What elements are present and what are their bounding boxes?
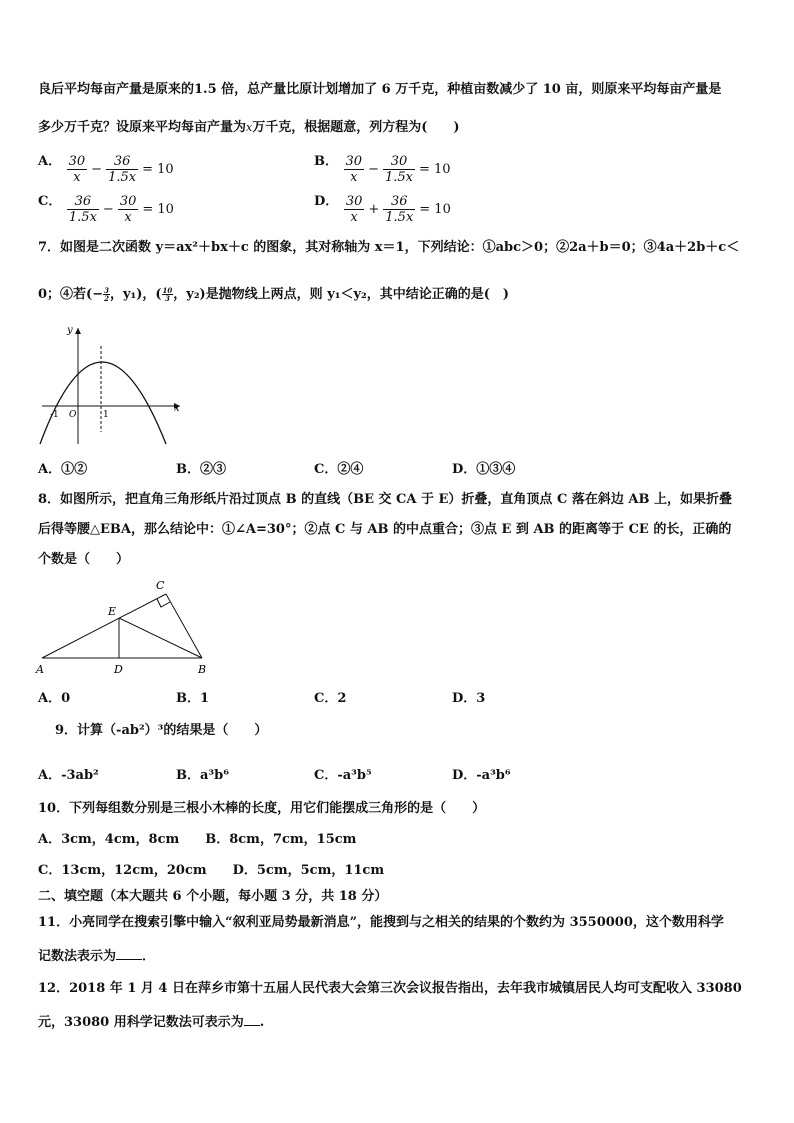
q6-variable: x (246, 121, 253, 134)
q8-option-d[interactable]: D．3 (452, 691, 486, 706)
q6-option-a[interactable]: A． $\frac{30}{x}$ − $\frac{36}{1.5x}$ = 10 (38, 154, 174, 185)
option-label: B． (314, 154, 338, 169)
q7-option-c[interactable]: C．②④ (314, 462, 364, 477)
q6-line1: 良后平均每亩产量是原来的1.5 倍，总产量比原计划增加了 6 万千克，种植亩数减少了 10 亩，则原来平均每亩产量是 (38, 82, 722, 97)
q10-options-row2[interactable]: C．13cm，12cm，20cm D．5cm，5cm，11cm (38, 863, 385, 878)
q7-option-d[interactable]: D．①③④ (452, 462, 516, 477)
right-angle-mark (157, 599, 170, 607)
segment-cb (166, 594, 202, 658)
q6-option-b[interactable]: B． $\frac{30}{x}$ − $\frac{30}{1.5x}$ = 10 (314, 154, 451, 185)
origin-label: O (69, 410, 77, 420)
section-heading: 二、填空题（本大题共 6 个小题，每小题 3 分，共 18 分） (38, 889, 388, 904)
q10-stem: 10．下列每组数分别是三根小木棒的长度，用它们能摆成三角形的是（ ） (38, 801, 486, 816)
q9-option-b[interactable]: B．a³b⁶ (176, 768, 229, 783)
point-c-label: C (156, 579, 165, 592)
point-e-label: E (108, 605, 117, 618)
q12-line2: 元，33080 用科学记数法可表示为 . (38, 1015, 265, 1030)
q7-option-b[interactable]: B．②③ (176, 462, 226, 477)
q9-option-a[interactable]: A．-3ab² (38, 768, 99, 783)
fraction: $\frac{36}{1.5x}$ (108, 154, 137, 185)
fraction: $\frac{30}{x}$ (345, 154, 363, 185)
q8-option-c[interactable]: C．2 (314, 691, 347, 706)
fraction: $\frac{36}{1.5x}$ (68, 194, 97, 225)
q6-line2-a: 多少万千克？设原来平均每亩产量为 (38, 120, 247, 135)
q8-line2: 后得等腰△EBA，那么结论中：①∠A=30°；②点 C 与 AB 的中点重合；③点 E 到 AB 的距离等于 CE 的长，正确的 (38, 522, 732, 537)
answer-blank[interactable] (244, 1013, 260, 1026)
q8-option-b[interactable]: B．1 (176, 691, 210, 706)
q10-options-row1[interactable]: A．3cm，4cm，8cm B．8cm，7cm，15cm (38, 832, 357, 847)
q12-line1: 12．2018 年 1 月 4 日在萍乡市第十五届人民代表大会第三次会议报告指出，去年我市城镇居民人均可支配收入 33080 (38, 981, 742, 996)
parabola-graph (34, 320, 194, 450)
q7-line1: 7．如图是二次函数 y＝ax²＋bx＋c 的图象，其对称轴为 x＝1，下列结论：①abc＞0；②2a＋b＝0；③4a＋2b＋c＜ (38, 240, 740, 255)
q9-option-d[interactable]: D．-a³b⁶ (452, 768, 511, 783)
segment-eb (119, 618, 202, 658)
q6-option-d[interactable]: D． $\frac{30}{x}$ + $\frac{36}{1.5x}$ = 10 (314, 194, 451, 225)
q9-stem: 9．计算（-ab²）³的结果是（ ） (55, 723, 268, 738)
q7-line2: 0；④若(− $\frac{3}{2}$ ，y₁)，( $\frac{10}{3}$ ，y₂)是抛物线上两点，则 y₁＜y₂，其中结论正确的是( ) (38, 286, 510, 303)
fraction: $\frac{30}{1.5x}$ (384, 154, 413, 185)
fraction-small: $\frac{3}{2}$ (104, 286, 109, 303)
answer-blank[interactable] (116, 947, 142, 960)
one-label: 1 (103, 410, 109, 420)
y-axis-label: y (67, 325, 73, 336)
q7-option-a[interactable]: A．①② (38, 462, 88, 477)
q8-line1: 8．如图所示，把直角三角形纸片沿过顶点 B 的直线（BE 交 CA 于 E）折叠，直角顶点 C 落在斜边 AB 上，如果折叠 (38, 492, 732, 507)
x-axis-label: x (174, 403, 180, 414)
fraction: $\frac{30}{x}$ (345, 194, 363, 225)
q9-option-c[interactable]: C．-a³b⁵ (314, 768, 372, 783)
fraction: $\frac{36}{1.5x}$ (385, 194, 414, 225)
neg-one-label: -1 (50, 410, 59, 420)
q11-line1: 11．小亮同学在搜索引擎中输入“叙利亚局势最新消息”，能搜到与之相关的结果的个数约为 3550000，这个数用科学 (38, 915, 724, 930)
fraction: $\frac{30}{x}$ (119, 194, 137, 225)
point-d-label: D (114, 663, 123, 676)
y-axis-arrow (75, 328, 81, 334)
q6-option-c[interactable]: C． $\frac{36}{1.5x}$ − $\frac{30}{x}$ = 10 (38, 194, 174, 225)
point-b-label: B (198, 663, 207, 676)
q8-option-a[interactable]: A．0 (38, 691, 71, 706)
parabola-curve (40, 362, 166, 444)
point-a-label: A (36, 663, 44, 676)
triangle-figure (34, 574, 214, 678)
q8-line3: 个数是（ ） (38, 552, 130, 567)
q6-line2 (38, 120, 460, 136)
option-label: C． (38, 194, 62, 209)
segment-ac (42, 594, 166, 658)
option-label: A． (38, 154, 62, 169)
option-label: D． (314, 194, 339, 209)
fraction-small: $\frac{10}{3}$ (162, 286, 173, 303)
q11-line2: 记数法表示为 ． (38, 949, 156, 964)
fraction: $\frac{30}{x}$ (68, 154, 86, 185)
q6-line2-b: 万千克，根据题意，列方程为( ) (252, 120, 460, 135)
